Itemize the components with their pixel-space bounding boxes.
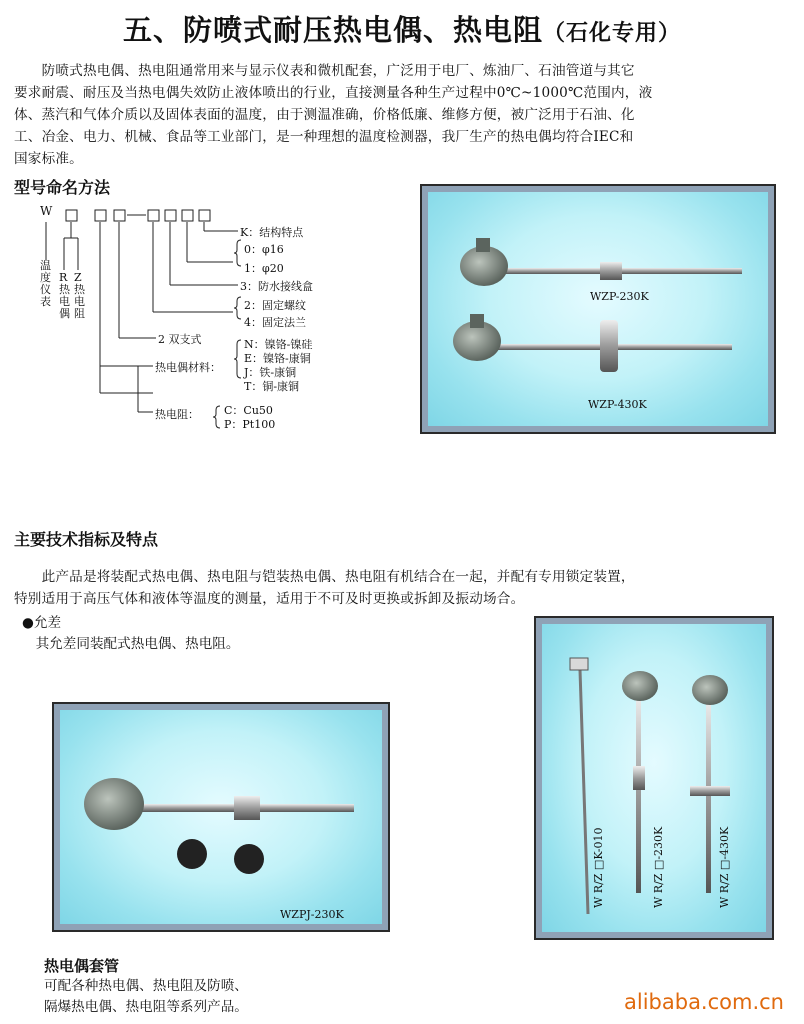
intro-line: 要求耐震、耐压及当热电偶失效防止液体喷出的行业，直接测量各种生产过程中0℃~1000℃范围内，液 — [14, 85, 653, 101]
label-w: 温度仪表 — [40, 259, 51, 308]
tolerance-text: 其允差同装配式热电偶、热电阻。 — [22, 636, 240, 652]
label-diam-1: 1：φ20 — [244, 262, 284, 275]
intro-paragraph — [14, 60, 792, 170]
label-box: 3：防水接线盒 — [240, 280, 313, 293]
product-photo-mid — [52, 702, 390, 932]
label-w-430k: W R/Z □-430K — [718, 826, 731, 908]
model-naming-diagram — [28, 200, 388, 450]
label-double: 2 双支式 — [158, 333, 202, 346]
sleeve-text — [44, 976, 248, 1018]
sleeve-heading: 热电偶套管 — [44, 957, 120, 975]
tc-material-list — [244, 338, 312, 394]
specs-line: 特别适用于高压气体和液体等温度的测量，适用于不可及时更换或拆卸及振动场合。 — [14, 591, 525, 607]
label-rtd: 热电阻： — [155, 408, 199, 421]
label-k: K：结构特点 — [240, 226, 304, 239]
label-fix-2: 2：固定螺纹 — [244, 299, 306, 312]
caption-wzp-430k: WZP-430K — [588, 398, 647, 411]
model-prefix: W — [40, 204, 53, 218]
tc-material-item: N：镍铬-镍硅 — [244, 338, 313, 351]
specs-line: 此产品是将装配式热电偶、热电阻与铠装热电偶、热电阻有机结合在一起，并配有专用锁定装置， — [14, 569, 635, 585]
sleeve-line: 隔爆热电偶、热电阻等系列产品。 — [44, 999, 248, 1015]
intro-line: 体、蒸汽和气体介质以及固体表面的温度，由于测温准确，价格低廉、维修方便，被广泛用于石油、化 — [14, 107, 635, 123]
sleeve-line: 可配各种热电偶、热电阻及防喷、 — [44, 978, 248, 994]
watermark-text: alibaba.com.cn — [624, 990, 784, 1014]
product-photo-right — [534, 616, 774, 940]
diagram-lines — [28, 200, 388, 450]
rtd-type-item: P：Pt100 — [224, 418, 276, 431]
label-r: R热电偶 — [59, 271, 70, 320]
label-tc-material: 热电偶材料： — [155, 361, 221, 374]
label-wk-010: W R/Z □K-010 — [592, 827, 605, 908]
page-title — [0, 8, 804, 49]
label-fix-4: 4：固定法兰 — [244, 316, 306, 329]
wzpj-illustration — [54, 704, 388, 930]
rtd-type-item: C：Cu50 — [224, 404, 273, 417]
tc-material-item: J：铁-康铜 — [244, 366, 297, 379]
model-naming-heading: 型号命名方法 — [14, 178, 111, 197]
intro-line: 国家标准。 — [14, 151, 83, 167]
title-main: 五、防喷式耐压热电偶、热电阻 — [122, 13, 543, 47]
label-diam-0: 0：φ16 — [244, 243, 284, 256]
intro-line: 防喷式热电偶、热电阻通常用来与显示仪表和微机配套，广泛用于电厂、炼油厂、石油管道与其它 — [14, 63, 635, 79]
tolerance-bullet: ●允差 — [22, 615, 62, 631]
specs-heading: 主要技术指标及特点 — [14, 530, 159, 549]
specs-paragraph — [14, 566, 792, 610]
label-w-230k: W R/Z □-230K — [652, 826, 665, 908]
label-z: Z热电阻 — [74, 271, 85, 320]
tc-material-item: T：铜-康铜 — [244, 380, 300, 393]
caption-wzp-230k: WZP-230K — [590, 290, 649, 303]
intro-line: 工、冶金、电力、机械、食品等工业部门，是一种理想的温度检测器，我厂生产的热电偶均符合IEC和 — [14, 129, 634, 145]
title-subtitle: （石化专用） — [543, 21, 682, 46]
caption-wzpj-230k: WZPJ-230K — [280, 908, 344, 921]
product-photo-top — [420, 184, 776, 434]
thermocouple-illustration — [422, 186, 774, 432]
rtd-type-list — [224, 404, 275, 432]
tc-material-item: E：镍铬-康铜 — [244, 352, 311, 365]
